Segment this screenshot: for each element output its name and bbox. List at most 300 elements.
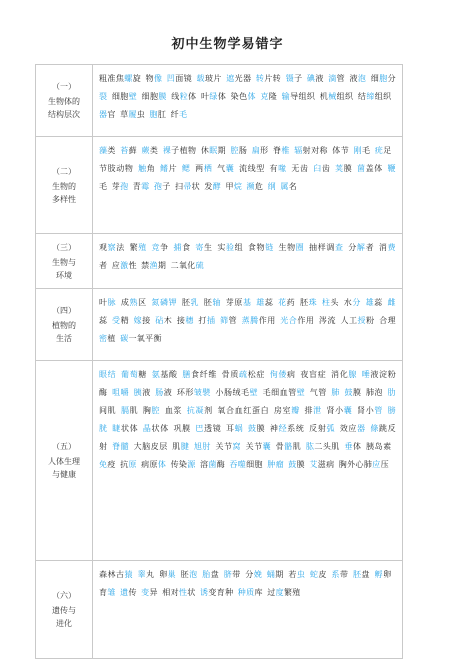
error-prone-char: 膈 — [120, 406, 130, 415]
section-name-line: 结构层次 — [48, 110, 80, 119]
term-text: 组织 — [336, 92, 354, 101]
term — [339, 424, 365, 433]
term-text: 滋病 — [317, 460, 335, 469]
error-prone-char: 基 — [242, 298, 252, 307]
term — [112, 316, 129, 325]
term-text: 大脑皮层 — [133, 442, 168, 451]
term-text: 膜 — [343, 164, 353, 173]
error-prone-char: 轴 — [212, 298, 222, 307]
term-text: 旋 — [132, 74, 142, 83]
term — [230, 146, 247, 155]
term — [204, 182, 221, 191]
error-prone-char: 孢 — [153, 182, 163, 191]
term-text: 一氧平衡 — [128, 334, 162, 343]
error-prone-char: 遮 — [226, 74, 235, 83]
term — [278, 243, 304, 252]
error-prone-char: 辐 — [294, 146, 303, 155]
error-prone-char: 晶 — [142, 424, 152, 433]
term-text: 间肌 — [99, 406, 117, 415]
term — [217, 406, 269, 415]
error-prone-char: 瘤 — [275, 460, 284, 469]
section-name-line: 进化 — [56, 619, 72, 628]
term — [195, 243, 213, 252]
term-text: 生 — [204, 243, 213, 252]
term — [133, 442, 167, 451]
error-prone-char: 囊 — [343, 406, 353, 415]
section-number: （五） — [52, 442, 76, 451]
term-text: 组 — [234, 243, 244, 252]
error-prone-char: 嫁 — [133, 316, 143, 325]
error-prone-char: 载 — [196, 74, 205, 83]
section-category — [36, 137, 93, 233]
error-prone-char: 咀 — [111, 388, 121, 397]
term — [291, 164, 309, 173]
error-prone-char: 吞 — [229, 460, 238, 469]
term — [374, 570, 391, 579]
error-prone-char: 光 — [280, 316, 289, 325]
error-prone-char: 雏 — [107, 588, 116, 597]
term-text: 头 — [330, 298, 340, 307]
term — [141, 261, 166, 270]
term — [217, 243, 243, 252]
term — [215, 442, 241, 451]
error-prone-char: 免 — [99, 460, 108, 469]
term-text: 透镜 — [204, 424, 222, 433]
term-text: 粗准焦 — [99, 74, 125, 83]
term-text: 胚 — [299, 298, 309, 307]
error-prone-char: 凝 — [195, 406, 205, 415]
term-text: 法 — [116, 243, 125, 252]
term-text: 芽 — [111, 182, 121, 191]
term — [220, 316, 237, 325]
error-prone-char: 乳 — [190, 298, 200, 307]
term — [99, 164, 134, 173]
error-prone-char: 蛇 — [309, 570, 319, 579]
term — [160, 164, 178, 173]
term-text: 液 — [349, 74, 358, 83]
term-text: 肺泡 — [365, 388, 384, 397]
term — [137, 570, 154, 579]
term-text: 库 — [254, 588, 263, 597]
error-prone-char: 壁 — [249, 388, 259, 397]
term — [145, 74, 162, 83]
term-text: 细 — [370, 74, 380, 83]
error-prone-char: 筛 — [219, 316, 229, 325]
error-prone-char: 脉 — [107, 298, 117, 307]
error-prone-char: 條 — [370, 424, 380, 433]
term-text: 胰岛素 — [365, 442, 392, 451]
term-text: 形 — [260, 146, 269, 155]
section-name-line: 植物的 — [52, 321, 76, 330]
term — [120, 146, 137, 155]
error-prone-char: 穗 — [185, 316, 194, 325]
term — [307, 74, 324, 83]
term-text: 肌 — [172, 442, 181, 451]
error-prone-char: 菌 — [356, 164, 366, 173]
term-text: 液 — [315, 74, 324, 83]
term — [151, 370, 177, 379]
error-prone-char: 镊 — [285, 74, 295, 83]
error-prone-char: 鼓 — [288, 460, 297, 469]
error-prone-char: 偻 — [278, 370, 288, 379]
term — [187, 406, 213, 415]
error-prone-char: 体 — [157, 460, 167, 469]
term-text: 药 — [286, 298, 296, 307]
term — [241, 316, 275, 325]
error-prone-char: 转 — [255, 74, 265, 83]
error-prone-char: 寄 — [195, 243, 205, 252]
error-prone-char: 碳 — [120, 334, 129, 343]
section-row — [36, 137, 402, 234]
term — [141, 460, 166, 469]
term — [335, 164, 353, 173]
term-text: 膜 — [352, 388, 362, 397]
term-text: 扫 — [174, 182, 184, 191]
term — [294, 146, 328, 155]
term-text: 期 — [275, 570, 284, 579]
error-prone-char: 纲 — [267, 182, 276, 191]
error-prone-char: 壁 — [296, 388, 306, 397]
error-prone-char: 酵 — [212, 182, 222, 191]
term-text: 无齿 — [291, 164, 309, 173]
term-text: 液 — [142, 388, 151, 397]
error-prone-char: 窝 — [232, 442, 242, 451]
error-prone-char: 竞 — [151, 243, 161, 252]
term-text: 状 — [187, 588, 196, 597]
error-prone-char: 囊 — [225, 164, 235, 173]
term-text: 体 — [188, 92, 197, 101]
term-text: 繁 — [129, 243, 139, 252]
term — [225, 182, 242, 191]
error-prone-char: 孵 — [374, 570, 384, 579]
term-text: 体 — [352, 442, 362, 451]
error-prone-char: 解 — [356, 243, 366, 252]
error-prone-char: 鳃 — [181, 164, 191, 173]
error-prone-char: 鳍 — [159, 164, 169, 173]
term — [269, 164, 287, 173]
term — [262, 388, 305, 397]
error-prone-char: 骼 — [284, 442, 293, 451]
error-prone-char: 旭 — [193, 442, 203, 451]
term — [344, 442, 361, 451]
term-text: 糖 — [138, 370, 148, 379]
error-prone-char: 凹 — [166, 74, 176, 83]
term — [304, 406, 322, 415]
term-text: 二氧化 — [170, 261, 196, 270]
term-text: 角 — [146, 164, 156, 173]
error-prone-char: 腺 — [348, 370, 358, 379]
term — [200, 588, 233, 597]
error-prone-char: 泡 — [189, 570, 198, 579]
term — [112, 182, 129, 191]
term-text: 精 — [120, 316, 130, 325]
term-text: 虫 — [136, 110, 146, 119]
term — [129, 243, 147, 252]
term-text: 类 — [107, 146, 116, 155]
term — [231, 92, 256, 101]
error-prone-char: 扁 — [251, 146, 261, 155]
page-title: 初中生物学易错字 — [171, 37, 284, 52]
term-text: 隆 — [268, 92, 278, 101]
term-text: 叶 — [200, 92, 210, 101]
term — [270, 424, 305, 433]
error-prone-char: 源 — [187, 460, 196, 469]
term-text: 抗 — [120, 460, 129, 469]
term — [273, 146, 290, 155]
term-text: 观 — [99, 243, 108, 252]
term-text: 气 — [216, 164, 226, 173]
term-text: 藓 — [128, 146, 138, 155]
term — [120, 110, 145, 119]
term — [344, 298, 362, 307]
error-prone-char: 磷 — [160, 298, 169, 307]
section-number: （三） — [52, 242, 76, 252]
term-text: 液淀粉酶 — [99, 370, 397, 397]
error-prone-char: 属 — [280, 182, 289, 191]
error-prone-char: 虫 — [296, 570, 306, 579]
term-text: 青 — [132, 182, 142, 191]
term — [99, 570, 133, 579]
error-prone-char: 输 — [281, 92, 291, 101]
error-prone-char: 膳 — [182, 370, 192, 379]
term-text: 疫 — [107, 460, 116, 469]
term-text: 危 — [254, 182, 264, 191]
error-prone-char: 费 — [387, 243, 396, 252]
term — [154, 182, 171, 191]
term-text: 毛 — [99, 182, 108, 191]
error-prone-char: 苔 — [120, 146, 129, 155]
term — [121, 298, 147, 307]
term — [99, 74, 141, 83]
error-prone-char: 蛹 — [266, 570, 276, 579]
term-text: 细胞 — [111, 92, 129, 101]
term-text: 盘 — [361, 570, 371, 579]
term — [120, 588, 137, 597]
error-prone-char: 应 — [372, 460, 381, 469]
error-prone-char: 胞 — [149, 110, 158, 119]
term — [141, 146, 158, 155]
term — [267, 460, 284, 469]
error-prone-char: 密 — [99, 334, 108, 343]
term-text: 玻片 — [204, 74, 222, 83]
term-text: 区 — [138, 298, 147, 307]
term-text: 肠 — [238, 146, 248, 155]
error-prone-char: 花 — [277, 298, 287, 307]
error-prone-char: 栖 — [203, 164, 213, 173]
section-terms — [93, 137, 402, 233]
error-prone-char: 萄 — [129, 370, 139, 379]
term — [120, 334, 162, 343]
term — [256, 74, 281, 83]
term — [138, 164, 156, 173]
term-text: 育 — [99, 588, 108, 597]
term — [348, 243, 374, 252]
error-prone-char: 抗 — [186, 406, 196, 415]
term — [269, 370, 295, 379]
term-text: 作用 — [297, 316, 315, 325]
term-text: 丸 — [146, 570, 155, 579]
term — [300, 370, 326, 379]
error-prone-char: 肋 — [387, 388, 396, 397]
error-prone-char: 毛 — [178, 110, 188, 119]
error-prone-char: 泄 — [313, 406, 322, 415]
term — [177, 316, 194, 325]
section-name-line: 生物与 — [52, 257, 76, 267]
term — [198, 316, 215, 325]
term — [202, 570, 219, 579]
term-text: 木 — [163, 316, 173, 325]
term — [238, 588, 263, 597]
term — [366, 442, 392, 451]
term-text: 片 — [168, 164, 178, 173]
term — [99, 460, 116, 469]
error-prone-char: 遗 — [120, 588, 129, 597]
term — [141, 92, 166, 101]
error-prone-char: 体 — [247, 92, 256, 101]
term-text: 剂 — [204, 406, 213, 415]
term-text: 期 — [217, 146, 227, 155]
term — [196, 74, 221, 83]
section-row — [36, 561, 402, 658]
error-prone-char: 滴 — [328, 74, 337, 83]
term — [309, 243, 344, 252]
term-text: 若 — [288, 570, 297, 579]
error-prone-char: 疏 — [239, 370, 248, 379]
term-text: 甲 — [225, 182, 234, 191]
term — [121, 370, 147, 379]
term — [226, 74, 251, 83]
term-text: 细胞 — [246, 460, 263, 469]
term-text: 夜盲症 — [300, 370, 327, 379]
term-text: 过 — [267, 588, 276, 597]
term-text: 溶 — [200, 460, 209, 469]
section-terms — [93, 289, 402, 360]
term-text: 脊 — [272, 146, 282, 155]
error-prone-char: 佝 — [269, 370, 279, 379]
term — [280, 182, 297, 191]
term — [282, 92, 316, 101]
term — [171, 92, 196, 101]
term — [256, 298, 274, 307]
error-prone-char: 雄 — [365, 298, 375, 307]
term — [133, 316, 150, 325]
error-prone-char: 鼓 — [247, 424, 257, 433]
term — [171, 261, 204, 270]
error-prone-char: 巴 — [195, 424, 205, 433]
term — [172, 442, 189, 451]
section-number: （二） — [52, 166, 76, 176]
error-prone-char: 雄 — [255, 298, 265, 307]
error-prone-char: 缔 — [366, 92, 375, 101]
error-prone-char: 噬 — [237, 460, 247, 469]
term-text: 带 — [232, 570, 241, 579]
term — [300, 298, 318, 307]
section-category — [36, 561, 93, 658]
error-prone-char: 霉 — [141, 182, 150, 191]
term — [353, 146, 370, 155]
term-text: 效应 — [339, 424, 358, 433]
section-row — [36, 234, 402, 289]
term-text: 基酸 — [160, 370, 178, 379]
term — [313, 164, 331, 173]
error-prone-char: 质 — [246, 588, 255, 597]
term — [365, 298, 383, 307]
error-prone-char: 粒 — [179, 92, 189, 101]
term-text: 繁殖 — [283, 588, 301, 597]
term-text: 分 — [347, 243, 357, 252]
section-row — [36, 65, 402, 137]
error-prone-char: 肱 — [305, 442, 315, 451]
term-text: 胸外心肺 — [338, 460, 373, 469]
term — [133, 388, 150, 397]
term-text: 人工 — [340, 316, 358, 325]
term-text: 反射 — [308, 424, 327, 433]
term-text: 官 — [107, 110, 116, 119]
error-prone-char: 膀 — [387, 406, 397, 415]
term — [143, 424, 169, 433]
section-terms — [93, 234, 402, 288]
term-text: 酶 — [216, 460, 226, 469]
section-name-line: 生活 — [56, 334, 72, 343]
term-text: 纤 — [170, 110, 179, 119]
term-text: 水 — [343, 298, 353, 307]
term — [162, 588, 195, 597]
term-text: 病原 — [141, 460, 158, 469]
term-text: 病 — [287, 370, 296, 379]
term — [133, 182, 150, 191]
term — [225, 298, 251, 307]
error-prone-char: 度 — [275, 588, 284, 597]
error-prone-char: 疣 — [374, 146, 384, 155]
term-text: 异 — [149, 588, 158, 597]
term — [286, 74, 303, 83]
term — [288, 460, 305, 469]
term-text: 期 — [157, 261, 167, 270]
error-prone-char: 蒸 — [241, 316, 251, 325]
error-prone-char: 眼 — [99, 370, 108, 379]
term — [121, 406, 139, 415]
term-text: 两 — [194, 164, 204, 173]
term — [245, 570, 262, 579]
term-text: 压 — [380, 460, 389, 469]
term-text: 类 — [149, 146, 159, 155]
error-prone-char: 荚 — [334, 164, 344, 173]
error-prone-char: 渔 — [149, 261, 158, 270]
term-text: 争 — [160, 243, 169, 252]
error-prone-char: 垂 — [344, 442, 353, 451]
error-prone-char: 肘 — [202, 442, 211, 451]
error-prone-char: 履 — [128, 110, 137, 119]
error-prone-char: 鞭 — [387, 164, 396, 173]
term — [194, 442, 211, 451]
term-text: 应 — [111, 261, 121, 270]
term-text: 子植物 — [171, 146, 197, 155]
term — [320, 92, 354, 101]
error-prone-words-table — [35, 64, 403, 659]
term — [112, 92, 137, 101]
term — [267, 570, 284, 579]
term-text: 状 — [191, 182, 201, 191]
error-prone-char: 菌 — [208, 460, 217, 469]
error-prone-char: 喙 — [278, 164, 287, 173]
error-prone-char: 氨 — [151, 370, 161, 379]
term — [252, 146, 269, 155]
term-text: 胚 — [180, 570, 190, 579]
error-prone-char: 变 — [141, 588, 150, 597]
error-prone-char: 圈 — [295, 243, 305, 252]
error-prone-char: 胚 — [352, 570, 362, 579]
error-prone-char: 蜗 — [234, 424, 244, 433]
